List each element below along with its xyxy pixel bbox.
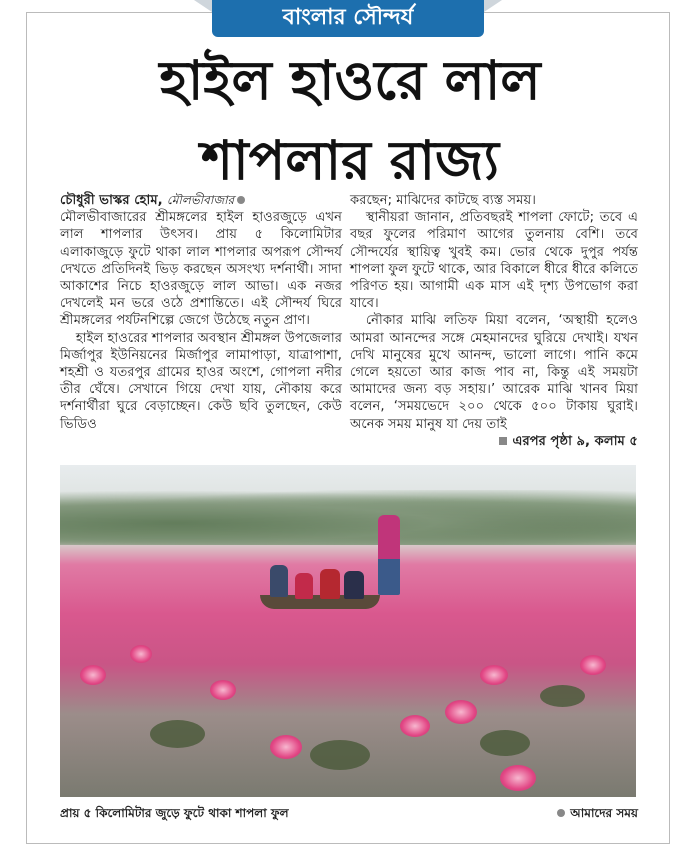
lily-pad (480, 730, 530, 756)
treeline (60, 490, 636, 545)
boatman (378, 515, 400, 595)
continued-note: এরপর পৃষ্ঠা ৯, কলাম ৫ (350, 433, 638, 450)
section-banner: বাংলার সৌন্দর্য (212, 0, 484, 37)
paragraph: নৌকার মাঝি লতিফ মিয়া বলেন, ‘অস্থায়ী হলেও আমরা আনন্দের সঙ্গে মেহমানদের ঘুরিয়ে দেখাই। যখন দেখি মানুষের মুখে আনন্দ, ভালো লাগে। পানি কমে গেলে হয়তো আর কাজ পাব না, কিন্তু এই সময়টা আমাদের জন্য বড় সহায়।’ আরেক মাঝি খানব মিয়া বলেন, ‘সময়ভেদে ২০০ থেকে ৫০০ টাকায় ঘুরাই। অনেক সময় মানুষ যা দেয় তাই (350, 313, 638, 432)
headline-line-2: শাপলার রাজ্য (201, 128, 499, 192)
lily-flower (580, 655, 606, 675)
lily-flower (270, 735, 302, 759)
lily-flower (130, 645, 152, 663)
paragraph: মৌলভীবাজারের শ্রীমঙ্গলের হাইল হাওরজুড়ে এখন লাল শাপলার উৎসব। প্রায় ৫ কিলোমিটার এলাকাজুড়ে ফুটে থাকা লাল শাপলার অপরূপ সৌন্দর্য দেখতে প্রতিদিনই ভিড় করছেন অসংখ্য দর্শনার্থী। সাদা আকাশের নিচে হাওরজুড়ে লাল আভা। এক নজর দেখলেই মন ভরে ওঠে প্রশান্তিতে। এই সৌন্দর্য ঘিরে শ্রীমঙ্গলের পর্যটনশিল্পে জেগে উঠেছে নতুন প্রাণ। (60, 210, 342, 329)
byline-author: চৌধুরী ভাস্কর হোম, (60, 193, 163, 208)
person (295, 573, 313, 599)
person (270, 565, 288, 597)
square-bullet-icon (499, 437, 507, 445)
lily-flower (480, 665, 508, 685)
person (344, 571, 364, 599)
paragraph: করছেন; মাঝিদের কাটছে ব্যস্ত সময়। (350, 193, 536, 208)
lily-pad (310, 740, 370, 770)
paragraph: স্থানীয়রা জানান, প্রতিবছরই শাপলা ফোটে; তবে এ বছর ফুলের পরিমাণ আগের তুলনায় বেশি। তবে সৌন্দর্যের স্থায়িত্ব খুবই কম। ভোর থেকে দুপুর পর্যন্ত শাপলা ফুল ফুটে থাকে, আর বিকালে ধীরে ধীরে কলিতে পরিণত হয়। আগামী এক মাস এই দৃশ্য উপভোগ করা যাবে। (350, 210, 638, 312)
lily-flower (400, 715, 430, 737)
lily-flower (210, 680, 236, 700)
lily-flower (500, 765, 536, 791)
photo-caption: প্রায় ৫ কিলোমিটার জুড়ে ফুটে থাকা শাপলা ফুল (60, 806, 289, 820)
lily-flower (80, 665, 106, 685)
photo-credit: আমাদের সময় (554, 805, 638, 825)
lily-flower (445, 700, 477, 724)
lily-pad (540, 685, 585, 707)
headline-line-1: হাইল হাওরে লাল (159, 48, 541, 112)
article-column-left (60, 192, 342, 433)
lily-field-photo (60, 465, 636, 797)
byline-place: মৌলভীবাজার (166, 193, 235, 207)
bullet-icon (557, 809, 565, 817)
bullet-icon (237, 196, 245, 204)
lily-pad (150, 720, 205, 748)
paragraph: হাইল হাওরের শাপলার অবস্থান শ্রীমঙ্গল উপজেলার মির্জাপুর ইউনিয়নের মির্জাপুর লামাপাড়া, যাত্রাপাশা, শহশ্রী ও যতরপুর গ্রামের হাওর অংশে, গোপলা নদীর তীর ঘেঁষে। সেখানে গিয়ে দেখা যায়, নৌকায় করে দর্শনার্থীরা ঘুরে বেড়াচ্ছেন। কেউ ছবি তুলছেন, কেউ ভিডিও (60, 330, 343, 432)
person (320, 569, 340, 599)
article-column-right (350, 192, 638, 450)
